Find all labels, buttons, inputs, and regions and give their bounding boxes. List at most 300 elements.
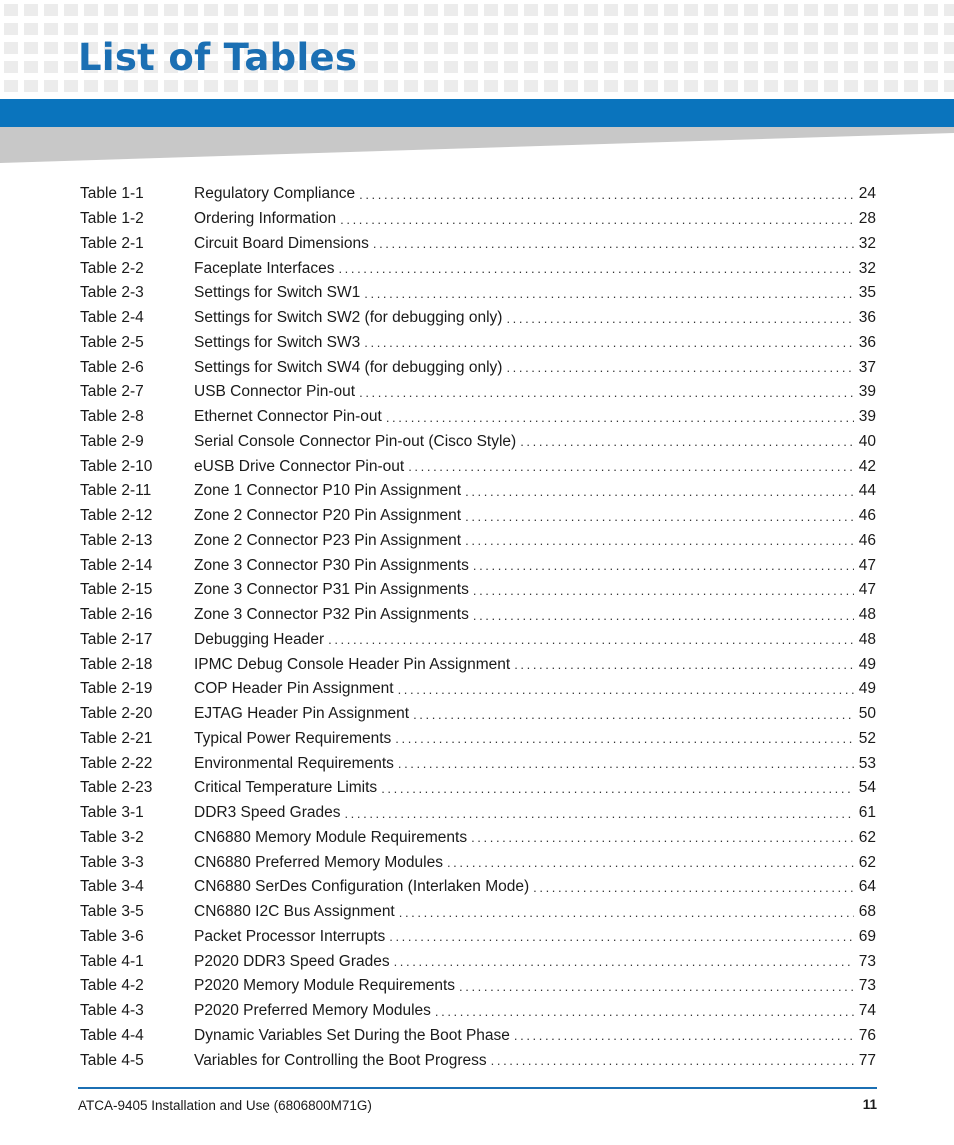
pattern-square (84, 23, 98, 35)
pattern-square (544, 4, 558, 16)
pattern-square (564, 4, 578, 16)
pattern-square (864, 42, 878, 54)
table-title: Faceplate Interfaces (194, 259, 335, 277)
pattern-square (724, 61, 738, 73)
pattern-square (464, 80, 478, 92)
table-title: EJTAG Header Pin Assignment (194, 705, 410, 723)
pattern-square (344, 23, 358, 35)
page-number: 35 (858, 284, 876, 302)
pattern-square (364, 80, 378, 92)
table-number: Table 4-4 (80, 1026, 144, 1044)
header-blue-band (0, 99, 954, 127)
pattern-square (624, 80, 638, 92)
table-number: Table 2-10 (80, 457, 153, 475)
table-number: Table 2-20 (80, 705, 153, 723)
table-title: Ordering Information (194, 210, 337, 228)
pattern-square (524, 23, 538, 35)
toc-row[interactable] (80, 1048, 876, 1073)
dot-leader (520, 434, 854, 449)
pattern-square (944, 42, 954, 54)
toc-entry (194, 383, 876, 401)
pattern-square (24, 42, 38, 54)
pattern-square (784, 23, 798, 35)
pattern-square (744, 80, 758, 92)
dot-leader (373, 236, 854, 251)
table-number: Table 4-2 (80, 977, 144, 995)
pattern-square (24, 80, 38, 92)
pattern-square (784, 61, 798, 73)
pattern-square (44, 42, 58, 54)
pattern-square (364, 61, 378, 73)
pattern-square (884, 42, 898, 54)
pattern-square (224, 80, 238, 92)
toc-row[interactable] (80, 702, 876, 727)
pattern-square (744, 4, 758, 16)
pattern-square (504, 4, 518, 16)
table-title: Environmental Requirements (194, 754, 394, 772)
pattern-square (824, 23, 838, 35)
page-number: 69 (858, 927, 876, 945)
toc-entry (194, 779, 876, 797)
toc-entry (194, 928, 876, 946)
pattern-square (404, 80, 418, 92)
pattern-square (44, 23, 58, 35)
pattern-square (584, 61, 598, 73)
pattern-square (624, 61, 638, 73)
toc-row[interactable] (80, 949, 876, 974)
toc-row[interactable] (80, 207, 876, 232)
table-number: Table 2-12 (80, 507, 153, 525)
pattern-square (424, 61, 438, 73)
pattern-square (924, 42, 938, 54)
toc-row[interactable] (80, 727, 876, 752)
toc-entry (194, 705, 876, 723)
dot-leader (413, 707, 854, 722)
page-number: 49 (858, 680, 876, 698)
pattern-square (444, 61, 458, 73)
pattern-square (744, 61, 758, 73)
toc-entry (194, 977, 876, 995)
toc-row[interactable] (80, 504, 876, 529)
table-title: Zone 3 Connector P31 Pin Assignments (194, 581, 469, 599)
pattern-square (624, 4, 638, 16)
pattern-square (244, 23, 258, 35)
toc-row[interactable] (80, 355, 876, 380)
pattern-square (604, 80, 618, 92)
pattern-square (824, 80, 838, 92)
pattern-square (104, 80, 118, 92)
table-title: USB Connector Pin-out (194, 383, 356, 401)
page-number: 61 (858, 804, 876, 822)
pattern-square (844, 42, 858, 54)
pattern-square (284, 80, 298, 92)
pattern-square (64, 80, 78, 92)
pattern-square (864, 4, 878, 16)
pattern-square (24, 23, 38, 35)
pattern-square (664, 61, 678, 73)
toc-row[interactable] (80, 826, 876, 851)
toc-entry (194, 1027, 876, 1045)
dot-leader (344, 806, 854, 821)
pattern-square (64, 61, 78, 73)
toc-row[interactable] (80, 479, 876, 504)
page-number: 42 (858, 457, 876, 475)
pattern-square (544, 61, 558, 73)
dot-leader (514, 657, 854, 672)
dot-leader (386, 410, 854, 425)
pattern-square (664, 23, 678, 35)
pattern-square (444, 42, 458, 54)
toc-row[interactable] (80, 603, 876, 628)
pattern-square (644, 23, 658, 35)
page-number: 39 (858, 408, 876, 426)
toc-row[interactable] (80, 677, 876, 702)
table-title: CN6880 I2C Bus Assignment (194, 903, 395, 921)
page-number: 52 (858, 729, 876, 747)
dot-leader (408, 459, 854, 474)
toc-row[interactable] (80, 751, 876, 776)
dot-leader (359, 187, 854, 202)
table-number: Table 2-9 (80, 432, 144, 450)
pattern-square (364, 42, 378, 54)
pattern-square (164, 4, 178, 16)
pattern-square (384, 80, 398, 92)
dot-leader (364, 335, 854, 350)
pattern-square (884, 4, 898, 16)
toc-entry (194, 507, 876, 525)
toc-row[interactable] (80, 306, 876, 331)
table-number: Table 2-1 (80, 234, 144, 252)
dot-leader (398, 682, 854, 697)
toc-entry (194, 581, 876, 599)
table-title: P2020 Memory Module Requirements (194, 977, 456, 995)
pattern-square (484, 80, 498, 92)
dot-leader (473, 558, 854, 573)
pattern-square (864, 23, 878, 35)
pattern-square (304, 4, 318, 16)
toc-row[interactable] (80, 900, 876, 925)
pattern-square (544, 42, 558, 54)
toc-row[interactable] (80, 1024, 876, 1049)
pattern-square (604, 4, 618, 16)
pattern-square (484, 61, 498, 73)
toc-entry (194, 284, 876, 302)
table-title: Regulatory Compliance (194, 185, 356, 203)
toc-row[interactable] (80, 925, 876, 950)
dot-leader (435, 1004, 854, 1019)
toc-entry (194, 532, 876, 550)
pattern-square (224, 23, 238, 35)
pattern-square (424, 80, 438, 92)
dot-leader (394, 954, 854, 969)
toc-entry (194, 235, 876, 253)
page-number: 64 (858, 878, 876, 896)
toc-row[interactable] (80, 281, 876, 306)
pattern-square (184, 4, 198, 16)
page-number: 24 (858, 185, 876, 203)
toc-row[interactable] (80, 578, 876, 603)
pattern-square (124, 80, 138, 92)
pattern-square (284, 4, 298, 16)
pattern-square (364, 4, 378, 16)
pattern-square (764, 4, 778, 16)
toc-entry (194, 656, 876, 674)
pattern-square (424, 4, 438, 16)
table-number: Table 2-4 (80, 309, 144, 327)
table-title: Serial Console Connector Pin-out (Cisco Style) (194, 432, 517, 450)
pattern-square (524, 4, 538, 16)
pattern-square (384, 23, 398, 35)
pattern-square (704, 23, 718, 35)
toc-row[interactable] (80, 850, 876, 875)
toc-entry (194, 730, 876, 748)
pattern-square (684, 80, 698, 92)
pattern-square (584, 42, 598, 54)
pattern-square (824, 4, 838, 16)
page-number: 73 (858, 952, 876, 970)
pattern-square (684, 61, 698, 73)
pattern-square (264, 80, 278, 92)
pattern-square (244, 4, 258, 16)
toc-row[interactable] (80, 776, 876, 801)
toc-row[interactable] (80, 999, 876, 1024)
toc-row[interactable] (80, 331, 876, 356)
pattern-square (764, 80, 778, 92)
page-number: 36 (858, 333, 876, 351)
pattern-square (324, 23, 338, 35)
dot-leader (389, 929, 854, 944)
pattern-square (924, 23, 938, 35)
pattern-square (244, 80, 258, 92)
pattern-square (724, 23, 738, 35)
toc-entry (194, 878, 876, 896)
toc-row[interactable] (80, 628, 876, 653)
toc-entry (194, 557, 876, 575)
pattern-square (644, 4, 658, 16)
toc-entry (194, 606, 876, 624)
table-number: Table 2-11 (80, 482, 152, 500)
toc-entry (194, 903, 876, 921)
table-title: Critical Temperature Limits (194, 779, 378, 797)
pattern-square (124, 4, 138, 16)
table-title: Zone 1 Connector P10 Pin Assignment (194, 482, 462, 500)
pattern-square (584, 4, 598, 16)
toc-entry (194, 433, 876, 451)
pattern-square (784, 4, 798, 16)
toc-entry (194, 458, 876, 476)
table-number: Table 2-21 (80, 729, 153, 747)
pattern-square (784, 80, 798, 92)
table-title: Zone 2 Connector P20 Pin Assignment (194, 507, 462, 525)
pattern-square (784, 42, 798, 54)
table-number: Table 2-19 (80, 680, 153, 698)
pattern-square (804, 61, 818, 73)
pattern-square (4, 23, 18, 35)
pattern-square (464, 61, 478, 73)
page-number: 53 (858, 754, 876, 772)
pattern-square (724, 42, 738, 54)
toc-row[interactable] (80, 256, 876, 281)
pattern-square (764, 23, 778, 35)
page-number: 76 (858, 1026, 876, 1044)
pattern-square (424, 42, 438, 54)
pattern-square (204, 80, 218, 92)
table-number: Table 2-7 (80, 383, 144, 401)
toc-entry (194, 482, 876, 500)
pattern-square (44, 61, 58, 73)
pattern-square (844, 4, 858, 16)
toc-row[interactable] (80, 801, 876, 826)
table-title: CN6880 Preferred Memory Modules (194, 853, 443, 871)
table-number: Table 2-8 (80, 408, 144, 426)
pattern-square (284, 23, 298, 35)
header-grey-swoosh (0, 127, 954, 163)
page-number: 32 (858, 234, 876, 252)
toc-entry (194, 680, 876, 698)
pattern-square (504, 42, 518, 54)
page-number: 54 (858, 779, 876, 797)
pattern-square (504, 80, 518, 92)
pattern-square (404, 42, 418, 54)
page-number: 44 (858, 482, 876, 500)
table-number: Table 2-22 (80, 754, 153, 772)
pattern-square (884, 23, 898, 35)
toc-entry (194, 359, 876, 377)
table-title: IPMC Debug Console Header Pin Assignment (194, 655, 511, 673)
pattern-square (904, 42, 918, 54)
page-number: 77 (858, 1051, 876, 1069)
page-number: 32 (858, 259, 876, 277)
toc-row[interactable] (80, 454, 876, 479)
pattern-square (664, 42, 678, 54)
pattern-square (524, 80, 538, 92)
page-number: 68 (858, 903, 876, 921)
toc-row[interactable] (80, 974, 876, 999)
pattern-square (384, 42, 398, 54)
pattern-square (904, 23, 918, 35)
pattern-square (704, 4, 718, 16)
toc-entry (194, 185, 876, 203)
toc-entry (194, 309, 876, 327)
table-title: eUSB Drive Connector Pin-out (194, 457, 405, 475)
pattern-square (484, 42, 498, 54)
dot-leader (471, 830, 854, 845)
page-number: 62 (858, 828, 876, 846)
toc-row[interactable] (80, 380, 876, 405)
pattern-square (384, 61, 398, 73)
pattern-square (444, 23, 458, 35)
page-title: List of Tables (78, 36, 358, 79)
toc-row[interactable] (80, 529, 876, 554)
toc-row[interactable] (80, 182, 876, 207)
toc-entry (194, 334, 876, 352)
toc-row[interactable] (80, 553, 876, 578)
pattern-square (664, 4, 678, 16)
pattern-square (304, 80, 318, 92)
pattern-square (544, 23, 558, 35)
table-title: Ethernet Connector Pin-out (194, 408, 382, 426)
dot-leader (447, 855, 854, 870)
pattern-square (904, 61, 918, 73)
table-title: CN6880 Memory Module Requirements (194, 828, 468, 846)
pattern-square (464, 42, 478, 54)
pattern-square (484, 4, 498, 16)
pattern-square (364, 23, 378, 35)
pattern-square (824, 42, 838, 54)
pattern-square (4, 80, 18, 92)
pattern-square (604, 42, 618, 54)
toc-row[interactable] (80, 232, 876, 257)
pattern-square (564, 42, 578, 54)
table-number: Table 2-23 (80, 779, 153, 797)
pattern-square (684, 4, 698, 16)
table-number: Table 2-3 (80, 284, 144, 302)
pattern-square (644, 42, 658, 54)
toc-row[interactable] (80, 875, 876, 900)
pattern-square (104, 23, 118, 35)
footer-document-title: ATCA-9405 Installation and Use (6806800M71G) (78, 1098, 372, 1113)
pattern-square (404, 4, 418, 16)
pattern-square (864, 61, 878, 73)
pattern-square (844, 23, 858, 35)
pattern-square (164, 23, 178, 35)
footer-page-number: 11 (862, 1097, 877, 1112)
pattern-square (564, 23, 578, 35)
pattern-square (844, 61, 858, 73)
toc-row[interactable] (80, 652, 876, 677)
pattern-square (464, 4, 478, 16)
pattern-square (444, 80, 458, 92)
toc-entry (194, 1002, 876, 1020)
pattern-square (604, 23, 618, 35)
page-number: 40 (858, 432, 876, 450)
pattern-square (524, 42, 538, 54)
pattern-square (564, 80, 578, 92)
table-number: Table 2-5 (80, 333, 144, 351)
pattern-square (164, 80, 178, 92)
table-title: Settings for Switch SW1 (194, 284, 361, 302)
table-title: Circuit Board Dimensions (194, 234, 369, 252)
pattern-square (44, 4, 58, 16)
table-number: Table 3-4 (80, 878, 144, 896)
pattern-square (504, 23, 518, 35)
table-title: Zone 3 Connector P32 Pin Assignments (194, 606, 469, 624)
dot-leader (399, 905, 854, 920)
pattern-square (804, 4, 818, 16)
page-number: 36 (858, 309, 876, 327)
toc-row[interactable] (80, 405, 876, 430)
dot-leader (465, 509, 854, 524)
table-number: Table 4-1 (80, 952, 144, 970)
pattern-square (424, 23, 438, 35)
toc-entry (194, 755, 876, 773)
table-title: DDR3 Speed Grades (194, 804, 341, 822)
pattern-square (204, 4, 218, 16)
dot-leader (465, 533, 854, 548)
table-title: Settings for Switch SW2 (for debugging only) (194, 309, 503, 327)
table-number: Table 3-1 (80, 804, 144, 822)
pattern-square (684, 42, 698, 54)
toc-entry (194, 804, 876, 822)
pattern-square (624, 23, 638, 35)
page-number: 39 (858, 383, 876, 401)
table-number: Table 2-13 (80, 531, 153, 549)
toc-row[interactable] (80, 430, 876, 455)
page-number: 47 (858, 556, 876, 574)
pattern-square (64, 23, 78, 35)
page-number: 73 (858, 977, 876, 995)
toc-entry (194, 854, 876, 872)
